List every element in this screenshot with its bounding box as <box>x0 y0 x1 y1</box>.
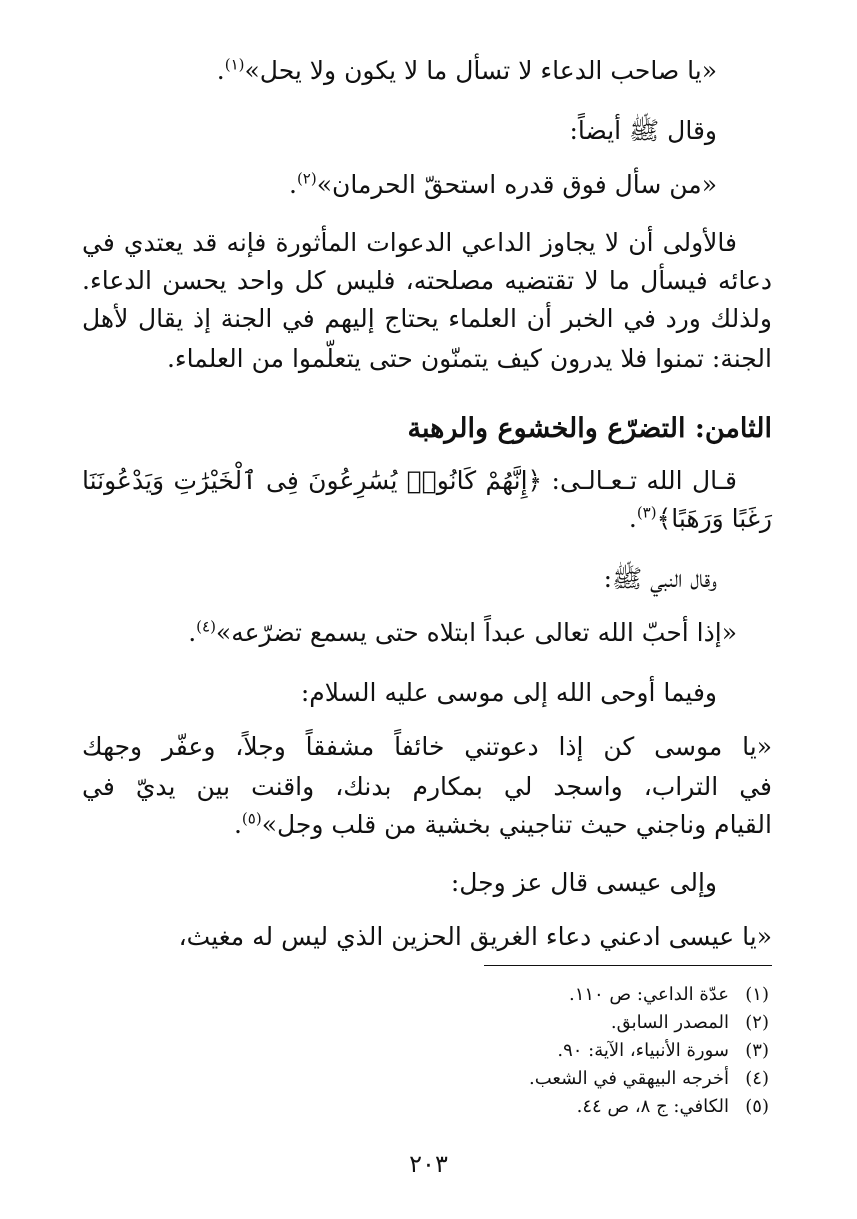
footnote-separator <box>484 965 772 966</box>
footnote: (١)عدّة الداعي: ص ١١٠. <box>568 984 769 1005</box>
narration-intro: وقال ﷺ أيضاً: <box>569 116 717 145</box>
hadith-line: القيام وناجني حيث تناجيني بخشية من قلب وجل»$^{(٥)}$. <box>233 809 772 839</box>
footnote-ref: (٣) <box>636 503 657 522</box>
quran-verse-line: قـال الله تـعـالـى: ﴿إِنَّهُمْ كَانُوا۟ يُسَٰرِعُونَ فِى ٱلْخَيْرَٰتِ وَيَدْعُونَنَا <box>82 466 737 495</box>
narration-intro: وفيما أوحى الله إلى موسى عليه السلام: <box>300 678 717 707</box>
quran-verse-line: رَغَبًا وَرَهَبًا﴾$^{(٣)}$. <box>628 503 772 533</box>
footnote-ref: (٤) <box>196 617 216 636</box>
paragraph-line: فالأولى أن لا يجاوز الداعي الدعوات المأثورة فإنه قد يعتدي في <box>82 228 737 257</box>
hadith-line: «إذا أحبّ الله تعالى عبداً ابتلاه حتى يسمع تضرّعه»$^{(٤)}$. <box>188 617 737 647</box>
hadith-line: في التراب، واسجد لي بمكارم بدنك، واقنت بين يديّ في <box>82 772 772 801</box>
footnote: (٥)الكافي: ج ٨، ص ٤٤. <box>576 1096 769 1117</box>
page-number: ٢٠٣ <box>409 1150 448 1178</box>
footnote-ref: (٢) <box>296 169 317 188</box>
section-heading: الثامن: التضرّع والخشوع والرهبة <box>407 413 772 444</box>
paragraph-line: الجنة: تمنوا فلا يدرون كيف يتمنّون حتى يتعلّموا من العلماء. <box>166 344 772 373</box>
narration-intro: وقال النبي ﷺ: <box>603 564 717 593</box>
narration-intro: وإلى عيسى قال عز وجل: <box>450 868 717 897</box>
hadith-line: «يا موسى كن إذا دعوتني خائفاً مشفقاً وجلاً، وعفّر وجهك <box>82 732 772 761</box>
hadith-line: «يا صاحب الدعاء لا تسأل ما لا يكون ولا يحل»$^{(١)}$. <box>216 55 717 85</box>
footnote-ref: (١) <box>224 55 245 74</box>
footnote: (٤)أخرجه البيهقي في الشعب. <box>529 1068 769 1089</box>
footnote-ref: (٥) <box>241 809 262 828</box>
paragraph-line: ولذلك ورد في الخبر أن العلماء يحتاج إليهم في الجنة إذ يقال لأهل <box>82 304 772 333</box>
footnote: (٢)المصدر السابق. <box>610 1012 769 1033</box>
footnote: (٣)سورة الأنبياء، الآية: ٩٠. <box>557 1040 769 1061</box>
paragraph-line: دعائه فيسأل ما لا تقتضيه مصلحته، فليس كل واحد يحسن الدعاء. <box>82 266 772 295</box>
hadith-line: «يا عيسى ادعني دعاء الغريق الحزين الذي ليس له مغيث، <box>178 922 772 951</box>
hadith-line: «من سأل فوق قدره استحقّ الحرمان»$^{(٢)}$. <box>288 169 717 199</box>
